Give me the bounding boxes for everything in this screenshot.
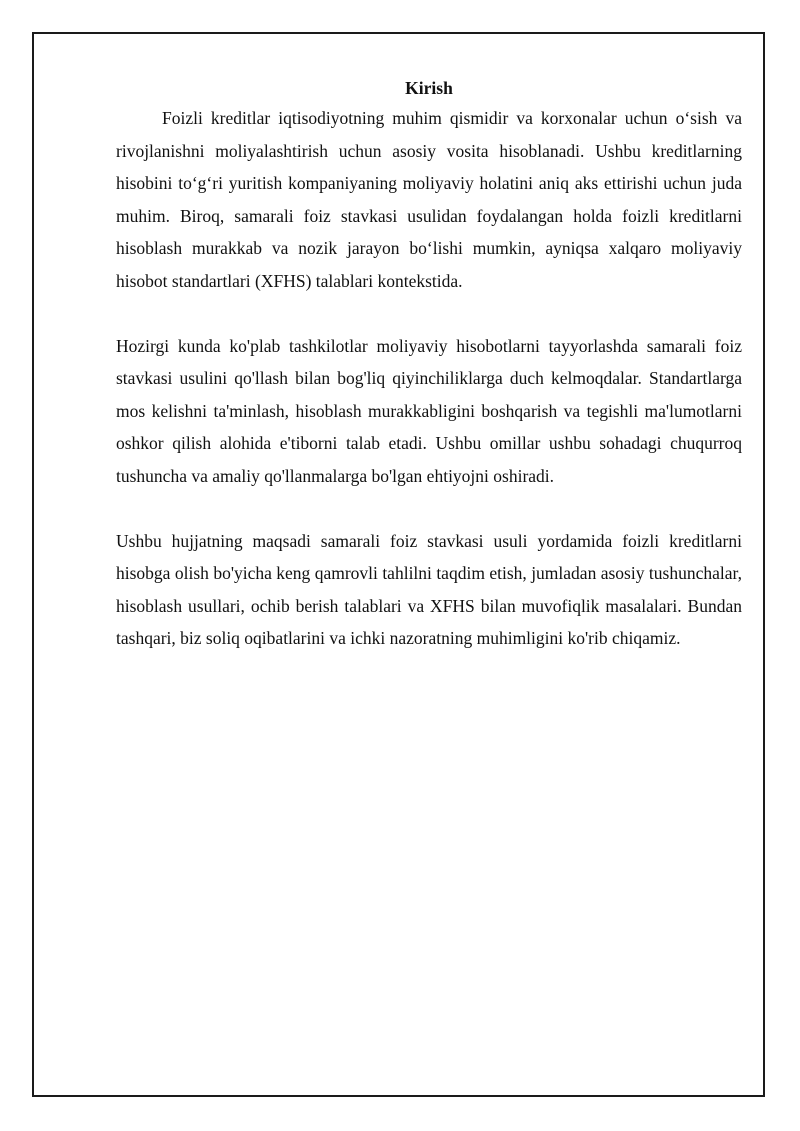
paragraph-2: Hozirgi kunda ko'plab tashkilotlar moliyaviy hisobotlarni tayyorlashda samarali foiz stavkasi usulini qo'llash bilan bog'liq qiyinchiliklarga duch kelmoqdalar. Standartlarga mos kelishni ta'minlash, hisoblash murakkabligini boshqarish va tegishli ma'lumotlarni oshkor qilish alohida e'tiborni talab etadi. Ushbu omillar ushbu sohadagi chuqurroq tushuncha va amaliy qo'llanmalarga bo'lgan ehtiyojni oshiradi. [116,335,742,486]
document-title: Kirish [405,78,453,98]
paragraph-spacer [116,297,742,330]
document-body [116,74,742,655]
paragraph-1: Foizli kreditlar iqtisodiyotning muhim qismidir va korxonalar uchun o‘sish va rivojlanishni moliyalashtirish uchun asosiy vosita hisoblanadi. Ushbu kreditlarning hisobini to‘g‘ri yuritish kompaniyaning moliyaviy holatini aniq aks ettirishi uchun juda muhim. Biroq, samarali foiz stavkasi usulidan foydalangan holda foizli kreditlarni hisoblash murakkab va nozik jarayon bo‘lishi mumkin, ayniqsa xalqaro moliyaviy hisobot standartlari (XFHS) talablari kontekstida. [116,108,742,291]
paragraph-3: Ushbu hujjatning maqsadi samarali foiz stavkasi usuli yordamida foizli kreditlarni hisobga olish bo'yicha keng qamrovli tahlilni taqdim etish, jumladan asosiy tushunchalar, hisoblash usullari, ochib berish talablari va XFHS bilan muvofiqlik masalalari. Bundan tashqari, biz soliq oqibatlarini va ichki nazoratning muhimligini ko'rib chiqamiz. [116,530,742,648]
paragraph-spacer [116,492,742,525]
